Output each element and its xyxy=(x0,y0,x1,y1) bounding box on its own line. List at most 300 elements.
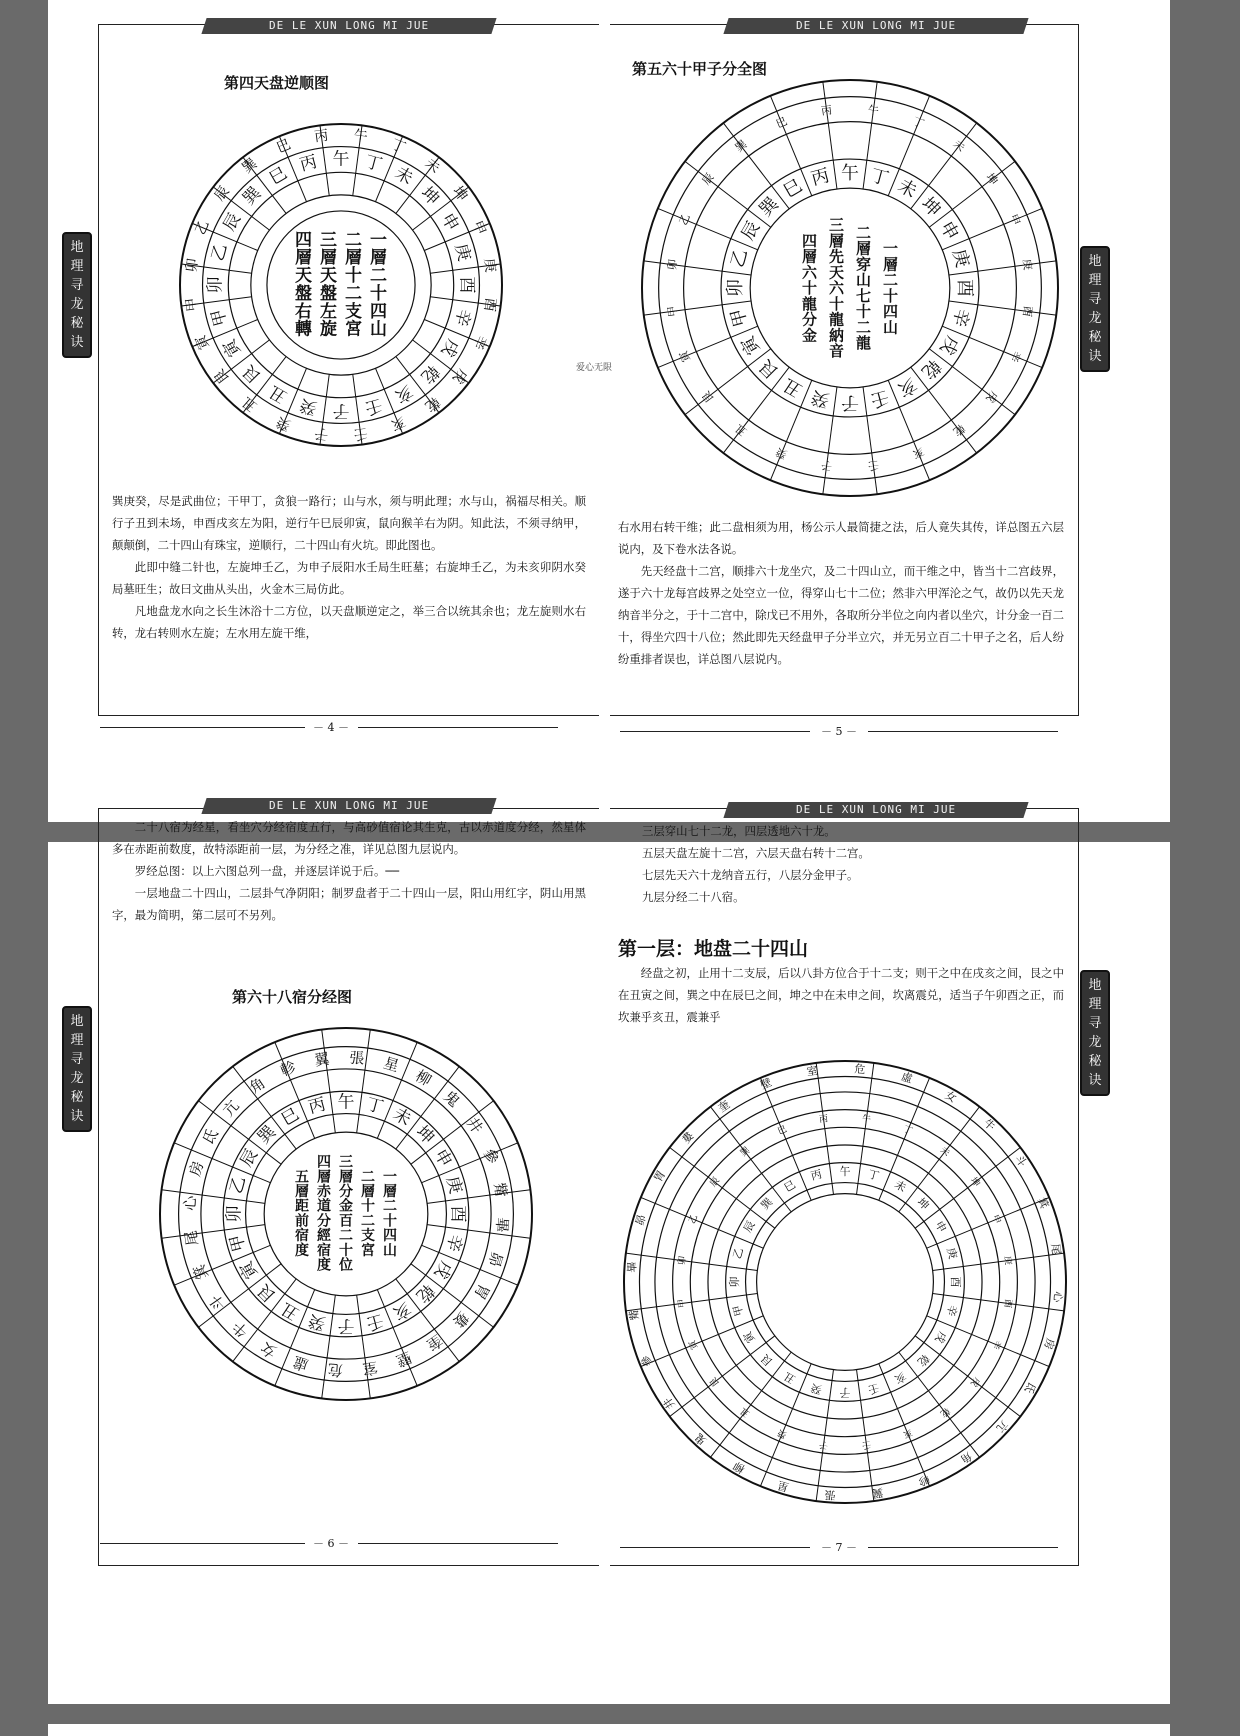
body-text xyxy=(112,490,586,644)
compass-ring-label: 巽 xyxy=(758,1195,776,1213)
compass-ring-label: 午 xyxy=(839,1165,851,1178)
compass-center-label: 層 xyxy=(828,231,845,250)
compass-ring-label: 亥 xyxy=(389,1297,415,1324)
list-line: 七层先天六十龙纳音五行，八层分金甲子。 xyxy=(642,868,859,882)
compass-ring-label: 卯 xyxy=(728,1276,741,1288)
page-6 xyxy=(48,799,608,1704)
compass-ring-label: 亥 xyxy=(901,1426,914,1440)
compass-center-label: 左 xyxy=(320,301,337,322)
page-number: － 6 － xyxy=(313,1537,349,1550)
compass-ring-label: 寅 xyxy=(219,335,246,361)
compass-ring-label: 寅 xyxy=(737,332,765,359)
diagram-title: 第六十八宿分经图 xyxy=(232,988,353,1006)
compass-ring-label: 箕 xyxy=(1035,1195,1052,1211)
page-header: DE LE XUN LONG MI JUE xyxy=(723,802,1028,818)
compass-center-label: 分 xyxy=(339,1183,353,1200)
compass-spoke xyxy=(162,1190,265,1204)
compass-ring-label: 庚 xyxy=(1001,1255,1013,1266)
footer-rule xyxy=(358,727,558,728)
compass-ring-label: 亥 xyxy=(391,380,417,407)
spread-sheet-2 xyxy=(48,799,1170,1704)
compass-ring-label: 乾 xyxy=(421,393,443,415)
compass-center-label: 二 xyxy=(370,266,387,287)
compass-center-label: 位 xyxy=(339,1257,353,1274)
compass-ring-label: 戌 xyxy=(932,1329,950,1346)
compass-spoke xyxy=(929,349,1015,415)
compass-ring-label: 坤 xyxy=(983,170,1001,188)
paragraph: 先天经盘十二宫，顺排六十龙坐穴，及二十四山立，而干维之中，皆当十二宫歧界，遂于六十龙每宫歧界之处空立一位，得穿山七十二位；然非六甲浑沦之气，故仍以先天龙纳音半分之，于十二宫中，除戊已不用外，各取所分半位之向内者以坐穴，计分金一百二十，得坐穴四十八位；然此即先天经盘甲子分半立穴，并无另立百二十甲子之名，后人纷纷重排者误也，详总图八层说内。 xyxy=(618,564,1064,666)
compass-ring-label: 午 xyxy=(841,163,859,185)
compass-center-label: 百 xyxy=(339,1213,353,1230)
list-line: 九层分经二十八宿。 xyxy=(642,890,745,904)
compass-ring-label: 參 xyxy=(638,1353,655,1369)
compass-ring-label: 卯 xyxy=(183,257,202,274)
compass-ring-label: 庚 xyxy=(441,1174,466,1196)
page-header: DE LE XUN LONG MI JUE xyxy=(201,798,496,814)
compass-ring-label: 卯 xyxy=(224,1205,245,1223)
compass-ring-label: 坤 xyxy=(914,1195,932,1213)
compass-ring-label: 申 xyxy=(1007,211,1024,228)
compass-ring-label: 庚 xyxy=(450,241,475,264)
compass-ring-label: 子 xyxy=(332,400,350,421)
compass-center-label: 十 xyxy=(383,1213,397,1230)
compass-center-label: 二 xyxy=(345,230,362,251)
compass-center-label: 音 xyxy=(828,342,845,360)
compass-ring-label: 柳 xyxy=(731,1458,748,1476)
compass-center-label: 二 xyxy=(855,223,872,242)
compass-ring-label: 畢 xyxy=(625,1261,640,1274)
compass-ring-label: 丙 xyxy=(313,127,330,146)
compass-ring-label: 牛 xyxy=(980,1116,998,1134)
paragraph: 罗经总图：以上六图总列一盘，并逐层详说于后。── xyxy=(134,864,400,878)
compass-ring-label: 乙 xyxy=(730,1246,746,1261)
compass-center-label: 納 xyxy=(828,326,845,345)
compass-ring-label: 壬 xyxy=(867,458,880,473)
compass-ring-label: 虛 xyxy=(290,1352,311,1375)
compass-ring-label: 斗 xyxy=(205,1291,230,1314)
compass-ring-label: 癸 xyxy=(809,1381,824,1397)
footer-rule xyxy=(868,731,1058,732)
compass-ring-label: 坤 xyxy=(416,183,443,210)
paragraph: 此即中缝二针也，左旋坤壬乙，为申子辰阳水壬局生旺墓；右旋坤壬乙，为未亥卯阴水癸局墓旺生；故曰文曲从头出，火金木三局仿此。 xyxy=(112,560,586,596)
compass-ring-label: 觜 xyxy=(627,1308,642,1322)
paragraph: 经盘之初，止用十二支辰，后以八卦方位合于十二支；则干之中在戌亥之间，艮之中在丑寅之间，巽之中在辰巳之间，坤之中在未申之间，坎离震兑，适当子午卯酉之正，而坎兼乎亥丑，震兼乎 xyxy=(618,966,1064,1024)
compass-center-label: 分 xyxy=(801,310,818,329)
paragraph: 巽庚癸，尽是武曲位；干甲丁，贪狼一路行；山与水，须与明此理；水与山，祸福尽相关。顺行子丑到未场，申酉戌亥左为阳，逆行午巳辰卯寅，鼠向猴羊右为阴。知此法，不须寻纳甲，颠颠倒，二十四山有珠宝，逆顺行，二十四山有火坑。即此图也。 xyxy=(112,494,586,552)
compass-ring-label: 坤 xyxy=(917,193,945,221)
compass-ring-label: 巽 xyxy=(732,137,750,155)
compass-center-label: 十 xyxy=(882,286,899,305)
compass-ring-label: 乙 xyxy=(676,211,693,228)
compass-ring-label: 危 xyxy=(853,1062,866,1077)
compass-ring-label: 子 xyxy=(841,391,859,413)
compass-center-label: 山 xyxy=(855,271,872,290)
compass-spoke xyxy=(162,1225,265,1239)
compass-ring-label: 虛 xyxy=(899,1070,914,1086)
compass-ring-label: 室 xyxy=(805,1064,819,1079)
compass-center-label: 六 xyxy=(828,279,845,297)
compass-ring-label: 戌 xyxy=(935,332,963,359)
compass-ring xyxy=(750,188,950,388)
compass-center-label: 天 xyxy=(295,266,312,287)
page-4 xyxy=(48,0,608,822)
compass-center-label: 轉 xyxy=(295,319,312,340)
compass-spoke xyxy=(322,1030,336,1133)
compass-ring-label: 壁 xyxy=(758,1075,774,1092)
compass-center-label: 龍 xyxy=(801,294,818,313)
compass-ring-label: 心 xyxy=(180,1194,200,1212)
compass-ring-label: 丁 xyxy=(910,114,927,131)
compass-center-label: 天 xyxy=(320,266,337,287)
compass-center-label: 層 xyxy=(801,247,818,266)
compass-ring xyxy=(639,1076,1050,1487)
compass-ring-label: 乙 xyxy=(207,241,232,264)
compass-ring-label: 乙 xyxy=(226,1174,251,1196)
compass-center-label: 層 xyxy=(855,239,872,258)
compass-ring-label: 庚 xyxy=(1020,258,1035,271)
compass-ring-label: 未 xyxy=(937,1145,952,1159)
compass-ring-label: 辰 xyxy=(737,217,765,244)
compass-ring-label: 寅 xyxy=(687,1338,701,1351)
compass-ring-label: 婁 xyxy=(679,1129,697,1147)
compass-ring-label: 斗 xyxy=(1012,1152,1030,1170)
compass-center-label: 宮 xyxy=(345,319,362,340)
compass-ring-label: 辛 xyxy=(450,306,475,329)
compass-ring-label: 奎 xyxy=(715,1097,733,1115)
next-sheet-edge xyxy=(48,1724,1170,1736)
compass-ring-label: 艮 xyxy=(755,355,783,383)
compass-ring-label: 角 xyxy=(957,1449,975,1467)
compass-ring-label: 子 xyxy=(820,458,833,473)
compass-ring-label: 丁 xyxy=(364,1094,386,1119)
compass-ring-label: 丁 xyxy=(868,165,892,190)
compass-center-label: 山 xyxy=(370,319,387,340)
compass-ring-label: 未 xyxy=(421,155,443,177)
diagram-title: 第五六十甲子分全图 xyxy=(632,60,768,78)
compass-ring-label: 亥 xyxy=(894,373,921,401)
compass-center-label: 金 xyxy=(339,1198,353,1215)
list-line: 三层穿山七十二龙，四层透地六十龙。 xyxy=(642,824,836,838)
compass-center-label: 層 xyxy=(295,1183,309,1200)
compass-diagram-p5 xyxy=(630,76,1070,500)
compass-ring-label: 酉 xyxy=(1001,1298,1013,1309)
compass-ring-label: 巽 xyxy=(755,193,783,221)
compass-ring-label: 女 xyxy=(257,1338,280,1362)
compass-center-label: 前 xyxy=(295,1213,309,1230)
compass-ring-label: 星 xyxy=(776,1478,791,1494)
compass-center-label: 三 xyxy=(320,230,337,251)
compass-ring-label: 辛 xyxy=(1007,348,1024,365)
body-text xyxy=(112,816,586,926)
compass-ring-label: 艮 xyxy=(758,1351,776,1369)
compass-ring-label: 丙 xyxy=(306,1094,328,1119)
footer-rule xyxy=(358,1543,558,1544)
compass-ring-label: 丑 xyxy=(277,1297,303,1324)
compass-spoke xyxy=(911,123,977,209)
compass-center-label: 度 xyxy=(317,1257,331,1274)
compass-ring-label: 壁 xyxy=(393,1348,415,1371)
compass-center-label: 盤 xyxy=(320,283,337,304)
compass-ring-label: 酉 xyxy=(949,1276,962,1288)
compass-ring-label: 申 xyxy=(989,1213,1003,1226)
compass-spoke xyxy=(357,1030,371,1133)
compass-ring-label: 癸 xyxy=(776,1426,789,1440)
compass-center-label: 七 xyxy=(855,286,872,305)
compass-center-label: 一 xyxy=(370,230,387,251)
compass-ring-label: 乾 xyxy=(937,1405,952,1419)
compass-ring-label: 亥 xyxy=(910,445,927,462)
compass-ring-label: 乙 xyxy=(727,246,752,270)
compass-ring-label: 卯 xyxy=(725,279,747,297)
compass-center-label: 四 xyxy=(370,301,387,322)
compass-center-label: 十 xyxy=(370,283,387,304)
page-header: DE LE XUN LONG MI JUE xyxy=(201,18,496,34)
compass-ring-label: 申 xyxy=(436,209,463,235)
compass-ring-label: 亢 xyxy=(219,1096,243,1120)
list-line: 五层天盘左旋十二宫，六层天盘右转十二宫。 xyxy=(642,846,870,860)
compass-ring-label: 坤 xyxy=(968,1175,982,1190)
compass-center-label: 層 xyxy=(345,248,362,269)
compass-ring-label: 危 xyxy=(326,1360,344,1380)
compass-ring-label: 婁 xyxy=(449,1308,473,1332)
compass-ring-label: 申 xyxy=(935,217,963,244)
page-7 xyxy=(610,803,1170,1704)
compass-spoke xyxy=(723,367,789,453)
compass-ring-label: 辛 xyxy=(469,332,490,352)
compass-ring-label: 申 xyxy=(469,218,490,238)
compass-ring-label: 丁 xyxy=(866,1167,881,1183)
compass-center-label: 天 xyxy=(828,263,845,282)
compass-ring-label: 子 xyxy=(818,1438,829,1450)
compass-ring-label: 巳 xyxy=(265,163,291,190)
compass-ring-label: 畢 xyxy=(492,1216,512,1234)
compass-ring-label: 卯 xyxy=(205,276,226,294)
compass-ring-label: 庚 xyxy=(944,1246,960,1261)
compass-center-label: 支 xyxy=(345,301,362,322)
compass-ring-label: 午 xyxy=(337,1092,355,1113)
compass-center-label: 龍 xyxy=(828,310,845,329)
paragraph: 右水用右转干维；此二盘相须为用，杨公示人最简捷之法，后人竟失其传，详总图五六层说内，及下卷水法各说。 xyxy=(618,520,1064,556)
compass-ring-label: 星 xyxy=(381,1053,402,1076)
compass-ring xyxy=(203,147,480,424)
compass-ring-label: 午 xyxy=(861,1114,872,1126)
compass-ring-label: 巳 xyxy=(277,1104,303,1131)
compass-ring-label: 癸 xyxy=(773,445,790,462)
compass-spoke xyxy=(723,123,789,209)
compass-ring-label: 翼 xyxy=(871,1485,885,1500)
compass-center-label: 旋 xyxy=(320,319,337,340)
compass-ring-label: 癸 xyxy=(808,386,832,411)
compass-ring-label: 壬 xyxy=(352,424,369,443)
compass-spoke xyxy=(929,161,1015,227)
page-number: － 7 － xyxy=(821,1541,857,1554)
page-number: － 5 － xyxy=(821,725,857,738)
compass-spoke xyxy=(911,367,977,453)
compass-ring-label: 丁 xyxy=(901,1124,914,1138)
watermark-stamp: 爱心无限 xyxy=(576,363,613,373)
compass-ring-label: 房 xyxy=(185,1158,208,1179)
compass-center-label: 山 xyxy=(882,318,899,337)
compass-ring-label: 辰 xyxy=(740,1218,758,1235)
compass-center-label: 四 xyxy=(317,1154,331,1171)
compass-diagram-p7 xyxy=(620,1042,1070,1522)
compass-ring-label: 辰 xyxy=(236,1145,263,1171)
compass-ring-label: 氐 xyxy=(198,1125,222,1148)
compass-center-label: 金 xyxy=(801,326,818,345)
compass-ring-label: 丙 xyxy=(297,151,320,176)
compass-center-label: 先 xyxy=(828,247,845,266)
compass-center-label: 三 xyxy=(828,216,845,234)
compass-ring-label: 軫 xyxy=(916,1472,932,1489)
compass-ring xyxy=(659,97,1042,480)
compass-ring-label: 巳 xyxy=(781,1177,798,1195)
compass-ring-label: 子 xyxy=(313,424,330,443)
compass-center-label: 度 xyxy=(295,1242,309,1259)
compass-center-label: 層 xyxy=(361,1183,375,1200)
compass-ring-label: 丑 xyxy=(738,1405,753,1419)
compass-diagram-p6 xyxy=(156,1024,536,1404)
compass-ring-label: 辛 xyxy=(441,1232,466,1254)
compass-ring-label: 軫 xyxy=(277,1057,299,1080)
compass-ring-label: 甲 xyxy=(677,1298,689,1309)
compass-ring-label: 巽 xyxy=(239,183,266,210)
compass-ring-label: 氐 xyxy=(1021,1379,1039,1396)
compass-center-label: 十 xyxy=(345,266,362,287)
compass-ring-label: 午 xyxy=(352,127,369,146)
compass-center-label: 層 xyxy=(317,1169,331,1186)
compass-ring-label: 乾 xyxy=(917,355,945,383)
compass-ring-label: 壬 xyxy=(362,394,385,419)
compass-ring-label: 未 xyxy=(389,1104,415,1131)
compass-center-label: 二 xyxy=(855,318,872,337)
compass-ring xyxy=(642,80,1058,496)
compass-ring-label: 房 xyxy=(1041,1336,1057,1351)
compass-ring-label: 甲 xyxy=(730,1303,746,1318)
compass-ring-label: 亥 xyxy=(892,1369,909,1387)
compass-spoke xyxy=(357,1295,371,1398)
compass-center-label: 道 xyxy=(317,1198,331,1215)
side-tab-left: 地 理 寻 龙 秘 诀 xyxy=(62,232,92,358)
compass-ring xyxy=(267,211,415,359)
compass-ring-label: 鬼 xyxy=(692,1430,710,1448)
compass-ring-label: 昴 xyxy=(484,1249,507,1270)
compass-ring-label: 心 xyxy=(1050,1290,1065,1303)
compass-spoke xyxy=(322,1295,336,1398)
compass-ring-label: 乾 xyxy=(914,1351,932,1369)
compass-ring-label: 壬 xyxy=(364,1309,386,1334)
body-text xyxy=(618,516,1064,670)
compass-ring-label: 亢 xyxy=(993,1417,1011,1435)
compass-ring-label: 庚 xyxy=(480,257,499,274)
compass-ring-label: 寅 xyxy=(236,1257,263,1283)
compass-ring-label: 未 xyxy=(892,1177,909,1195)
compass-ring-label: 箕 xyxy=(189,1261,212,1283)
compass-center-label: 經 xyxy=(317,1228,331,1245)
compass-ring-label: 巳 xyxy=(779,175,806,203)
compass-spoke xyxy=(685,161,771,227)
compass-ring-label: 卯 xyxy=(677,1255,689,1266)
compass-center-label: 宮 xyxy=(361,1242,375,1259)
compass-ring-label: 戌 xyxy=(968,1374,982,1389)
compass-ring-label: 巳 xyxy=(776,1124,789,1138)
compass-ring-label: 辰 xyxy=(699,170,717,188)
page-5 xyxy=(576,0,1170,822)
compass-ring-label: 甲 xyxy=(226,1232,251,1254)
compass-ring-label: 巳 xyxy=(773,114,790,131)
paragraph: 二十八宿为经星，看坐穴分经宿度五行，与高砂值宿论其生克，古以赤道度分经，然星体多在赤距前数度，故特添距前一层，为分经之准，详见总图九层说内。 xyxy=(112,820,586,856)
compass-ring-label: 寅 xyxy=(676,348,693,365)
compass-center-label: 二 xyxy=(383,1198,397,1215)
compass-ring-label: 坤 xyxy=(449,183,471,205)
compass-ring-label: 壬 xyxy=(861,1438,872,1450)
side-tab-right: 地 理 寻 龙 秘 诀 xyxy=(1080,970,1110,1096)
compass-ring-label: 巳 xyxy=(274,136,294,157)
compass-ring-label: 丑 xyxy=(265,380,291,407)
compass-ring-label: 乾 xyxy=(411,1279,438,1306)
compass-ring xyxy=(655,1092,1035,1472)
compass-ring-label: 乙 xyxy=(687,1213,701,1226)
compass-ring-label: 丙 xyxy=(820,103,833,118)
compass-ring-label: 奎 xyxy=(423,1330,446,1355)
compass-center-label: 層 xyxy=(295,248,312,269)
compass-center-label: 二 xyxy=(339,1228,353,1245)
compass-ring-label: 未 xyxy=(950,137,968,155)
compass-center-label: 山 xyxy=(383,1242,397,1259)
compass-ring-label: 胃 xyxy=(470,1280,494,1303)
compass-ring-label: 未 xyxy=(391,163,417,190)
compass-center-label: 穿 xyxy=(855,255,872,274)
compass-ring-label: 酉 xyxy=(480,296,499,313)
compass-ring-label: 酉 xyxy=(456,276,477,294)
compass-diagram-p4 xyxy=(176,100,506,470)
compass-center-label: 盤 xyxy=(295,283,312,304)
compass-spoke xyxy=(427,1225,530,1239)
compass-center-label: 層 xyxy=(320,248,337,269)
compass-ring-label: 辰 xyxy=(211,183,233,205)
compass-ring-label: 艮 xyxy=(239,360,266,387)
compass-ring-label: 午 xyxy=(867,103,880,118)
compass-center-label: 二 xyxy=(361,1169,375,1186)
compass-center-label: 五 xyxy=(295,1169,309,1186)
compass-center-label: 二 xyxy=(345,283,362,304)
compass-ring-label: 室 xyxy=(361,1358,379,1379)
compass-ring-label: 辛 xyxy=(944,1303,960,1318)
compass-ring-label: 申 xyxy=(429,1145,456,1171)
compass-ring-label: 壬 xyxy=(866,1381,881,1397)
compass-ring-label: 丑 xyxy=(781,1369,798,1387)
compass-ring-label: 昴 xyxy=(633,1213,649,1228)
compass-spoke xyxy=(427,1190,530,1204)
compass-ring-label: 丁 xyxy=(362,151,385,176)
compass-ring-label: 張 xyxy=(348,1048,366,1068)
compass-ring-label: 尾 xyxy=(1048,1242,1063,1256)
footer-rule xyxy=(868,1547,1058,1548)
compass-center-label: 四 xyxy=(801,231,818,250)
compass-ring-label: 丑 xyxy=(779,373,806,401)
compass-ring xyxy=(228,172,453,397)
compass-center-label: 二 xyxy=(361,1213,375,1230)
compass-center-label: 宿 xyxy=(317,1242,331,1259)
compass-center-label: 一 xyxy=(383,1169,397,1186)
page-number: － 4 － xyxy=(313,721,349,734)
section-heading: 第一层：地盘二十四山 xyxy=(618,938,809,960)
compass-ring-label: 辰 xyxy=(219,209,246,235)
side-tab-right: 地 理 寻 龙 秘 诀 xyxy=(1080,246,1110,372)
compass-ring-label: 癸 xyxy=(274,413,294,434)
footer-rule xyxy=(620,1547,810,1548)
compass-center-label: 宿 xyxy=(295,1228,309,1245)
compass-ring-label: 申 xyxy=(932,1218,950,1235)
